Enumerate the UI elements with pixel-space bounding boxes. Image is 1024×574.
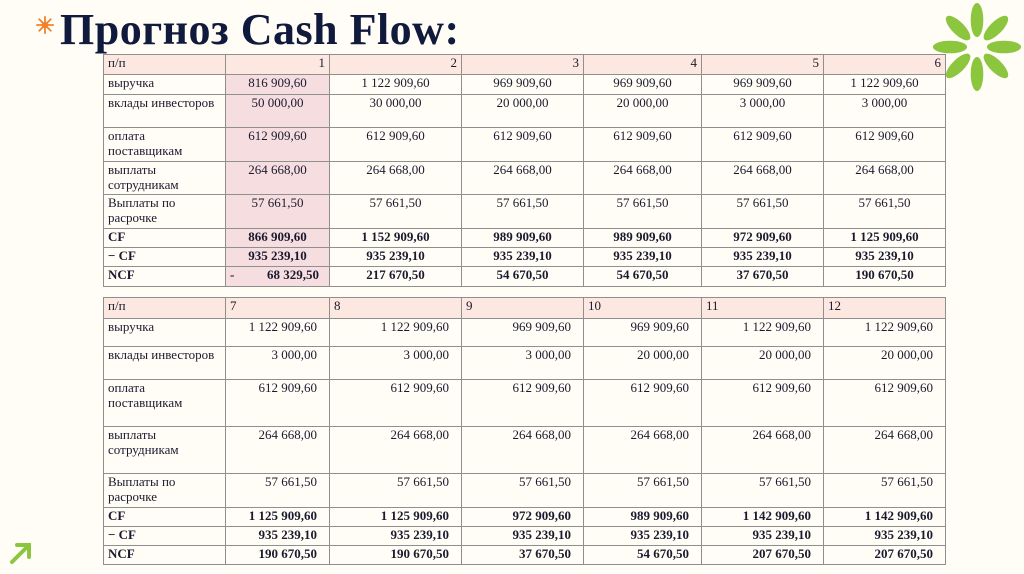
row-label: вклады инвесторов [104,95,226,128]
table-cell: 969 909,60 [462,319,584,347]
header-label: п/п [104,298,226,319]
table-row-cf [104,508,946,527]
table-cell: 3 000,00 [330,347,462,380]
table-cell: 1 122 909,60 [702,319,824,347]
column-header: 1 [226,55,330,75]
column-header: 4 [584,55,702,75]
table-cell: 816 909,60 [226,75,330,95]
table-row [104,380,946,427]
table-cell: 935 239,10 [462,248,584,267]
row-label: оплата поставщикам [104,380,226,427]
table-cell: 612 909,60 [462,380,584,427]
row-label: выплаты сотрудникам [104,427,226,474]
table-cell: 612 909,60 [226,128,330,162]
table-row [104,195,946,229]
table-cell: 57 661,50 [462,474,584,508]
table-cell: 3 000,00 [702,95,824,128]
table-cell: 612 909,60 [702,128,824,162]
table-cell: 57 661,50 [824,474,946,508]
table-cell: 20 000,00 [824,347,946,380]
table-cell: 217 670,50 [330,267,462,287]
table-cell: 57 661,50 [226,474,330,508]
table-cell: 612 909,60 [584,128,702,162]
table-cell: 54 670,50 [462,267,584,287]
table-cell: 969 909,60 [584,75,702,95]
table-cell: 969 909,60 [702,75,824,95]
table-cell: 612 909,60 [584,380,702,427]
table-cell: 989 909,60 [584,229,702,248]
table-cell: 989 909,60 [584,508,702,527]
table-cell: 57 661,50 [462,195,584,229]
row-label: выручка [104,75,226,95]
table-cell: 1 122 909,60 [824,75,946,95]
table-row-neg-cf [104,248,946,267]
table-cell: 612 909,60 [824,380,946,427]
column-header: 7 [226,298,330,319]
table-cell: 612 909,60 [226,380,330,427]
table-cell: 37 670,50 [462,546,584,565]
table-cell: 1 142 909,60 [824,508,946,527]
table-cell: 50 000,00 [226,95,330,128]
column-header: 10 [584,298,702,319]
table-cell: 57 661,50 [330,474,462,508]
table-cell: 935 239,10 [702,527,824,546]
table-cell: 207 670,50 [702,546,824,565]
table-cell: 1 122 909,60 [330,319,462,347]
negative-sign: - [230,267,235,282]
table-row-neg-cf [104,527,946,546]
table-cell: 612 909,60 [330,380,462,427]
table-cell: 20 000,00 [702,347,824,380]
table-cell: 612 909,60 [330,128,462,162]
row-label: NCF [104,267,226,287]
cell-value: 68 329,50 [267,267,319,282]
table-cell: 935 239,10 [226,527,330,546]
table-cell: 207 670,50 [824,546,946,565]
table-cell: 20 000,00 [584,347,702,380]
table-cell: 1 122 909,60 [824,319,946,347]
row-label: CF [104,229,226,248]
table-cell: 264 668,00 [226,427,330,474]
row-label: Выплаты по расрочке [104,195,226,229]
row-label: − CF [104,248,226,267]
row-label: вклады инвесторов [104,347,226,380]
table-cell: 969 909,60 [462,75,584,95]
table-cell: 30 000,00 [330,95,462,128]
table-cell: 935 239,10 [330,248,462,267]
table-cell: 1 142 909,60 [702,508,824,527]
row-label: NCF [104,546,226,565]
table-cell: 972 909,60 [462,508,584,527]
table-cell: 264 668,00 [824,162,946,195]
table-cell: 1 125 909,60 [226,508,330,527]
table-cell: 57 661,50 [584,474,702,508]
table-cell: 1 125 909,60 [824,229,946,248]
table-cell: 264 668,00 [702,162,824,195]
table-cell: 264 668,00 [330,427,462,474]
table-row-ncf [104,267,946,287]
header-label: п/п [104,55,226,75]
table-cell: 3 000,00 [824,95,946,128]
table-row-ncf [104,546,946,565]
green-arrow-icon [8,540,34,566]
sunburst-bullet-icon [36,16,54,34]
column-header: 8 [330,298,462,319]
table-cell: 54 670,50 [584,546,702,565]
table-cell: 190 670,50 [330,546,462,565]
table-cell: 264 668,00 [584,427,702,474]
table-cell: 3 000,00 [462,347,584,380]
table-cell: 20 000,00 [462,95,584,128]
table-cell: 1 122 909,60 [226,319,330,347]
table-cell: 57 661,50 [226,195,330,229]
table-cell: 54 670,50 [584,267,702,287]
table-cell: 264 668,00 [462,162,584,195]
table-cell: 935 239,10 [702,248,824,267]
table-cell: 612 909,60 [462,128,584,162]
table-cell: 264 668,00 [226,162,330,195]
table-cell: 1 152 909,60 [330,229,462,248]
table-header-row [104,298,946,319]
table-cell: 935 239,10 [226,248,330,267]
row-label: выплаты сотрудникам [104,162,226,195]
table-cell: 1 122 909,60 [330,75,462,95]
column-header: 5 [702,55,824,75]
table-cell: 1 125 909,60 [330,508,462,527]
column-header: 12 [824,298,946,319]
table-cell: 57 661,50 [330,195,462,229]
table-row [104,95,946,128]
table-cell: 57 661,50 [702,195,824,229]
table-cell [226,267,330,287]
table-cell: 935 239,10 [584,248,702,267]
table-cell: 935 239,10 [824,527,946,546]
table-cell: 612 909,60 [702,380,824,427]
table-cell: 264 668,00 [330,162,462,195]
table-row [104,427,946,474]
table-cell: 264 668,00 [584,162,702,195]
table-cell: 612 909,60 [824,128,946,162]
table-cell: 190 670,50 [824,267,946,287]
table-cell: 935 239,10 [462,527,584,546]
table-cell: 57 661,50 [824,195,946,229]
cash-flow-table-months-7-12 [103,297,946,565]
cash-flow-table-months-1-6 [103,54,946,287]
table-cell: 264 668,00 [702,427,824,474]
table-cell: 3 000,00 [226,347,330,380]
table-cell: 866 909,60 [226,229,330,248]
table-cell: 264 668,00 [462,427,584,474]
column-header: 11 [702,298,824,319]
table-row [104,474,946,508]
table-row [104,162,946,195]
table-cell: 190 670,50 [226,546,330,565]
row-label: − CF [104,527,226,546]
table-cell: 935 239,10 [584,527,702,546]
row-label: CF [104,508,226,527]
column-header: 9 [462,298,584,319]
table-row [104,347,946,380]
column-header: 3 [462,55,584,75]
table-cell: 935 239,10 [824,248,946,267]
row-label: выручка [104,319,226,347]
table-header-row [104,55,946,75]
column-header: 6 [824,55,946,75]
table-cell: 989 909,60 [462,229,584,248]
table-cell: 969 909,60 [584,319,702,347]
table-cell: 972 909,60 [702,229,824,248]
table-cell: 20 000,00 [584,95,702,128]
row-label: Выплаты по расрочке [104,474,226,508]
column-header: 2 [330,55,462,75]
table-row [104,128,946,162]
row-label: оплата поставщикам [104,128,226,162]
table-row [104,75,946,95]
table-cell: 57 661,50 [702,474,824,508]
table-cell: 264 668,00 [824,427,946,474]
table-cell: 57 661,50 [584,195,702,229]
page-title: Прогноз Cash Flow: [60,5,460,54]
table-cell: 935 239,10 [330,527,462,546]
table-row [104,319,946,347]
table-row-cf [104,229,946,248]
table-cell: 37 670,50 [702,267,824,287]
